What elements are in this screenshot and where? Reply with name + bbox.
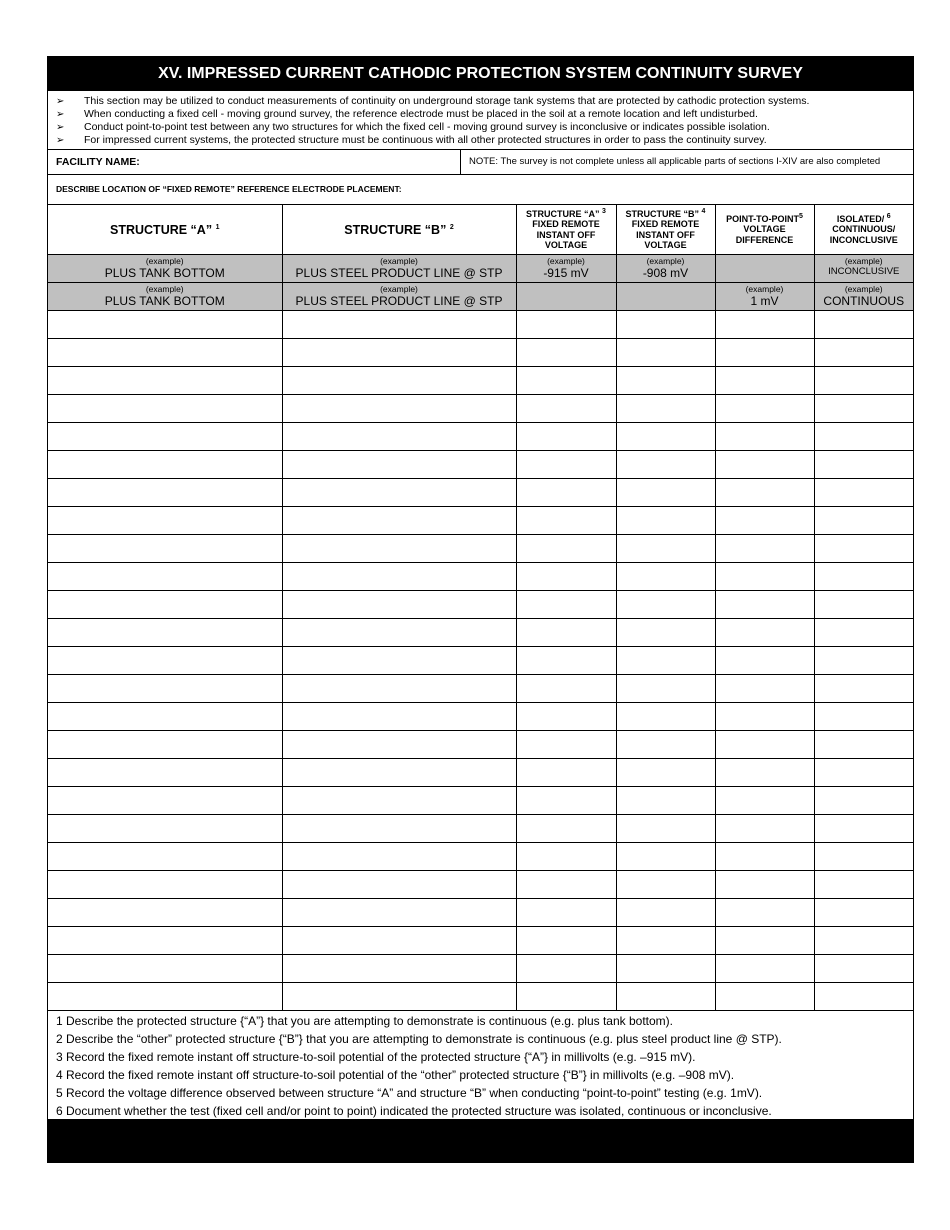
structure-a-cell[interactable] xyxy=(48,815,282,843)
structure-a-cell[interactable] xyxy=(48,647,282,675)
result-cell[interactable] xyxy=(814,311,913,339)
result-cell[interactable] xyxy=(814,731,913,759)
a-voltage-cell[interactable] xyxy=(516,675,616,703)
b-voltage-cell[interactable] xyxy=(616,339,715,367)
structure-a-cell[interactable] xyxy=(48,507,282,535)
structure-b-cell[interactable] xyxy=(282,647,516,675)
ptp-cell[interactable] xyxy=(715,479,814,507)
structure-a-cell[interactable] xyxy=(48,311,282,339)
table-row xyxy=(48,983,913,1011)
a-voltage-cell[interactable] xyxy=(516,955,616,983)
ptp-cell[interactable] xyxy=(715,535,814,563)
ptp-cell[interactable] xyxy=(715,731,814,759)
a-voltage-cell[interactable] xyxy=(516,339,616,367)
ptp-cell[interactable] xyxy=(715,395,814,423)
structure-a-cell[interactable] xyxy=(48,983,282,1011)
structure-a-cell[interactable] xyxy=(48,675,282,703)
structure-a-cell[interactable] xyxy=(48,787,282,815)
header-structure-b-voltage: STRUCTURE “B” $^4$ FIXED REMOTE INSTANT OFF VOLTAGE xyxy=(616,205,715,255)
a-voltage-cell[interactable] xyxy=(516,367,616,395)
result-cell[interactable] xyxy=(814,591,913,619)
structure-b-cell[interactable] xyxy=(282,423,516,451)
header-structure-a-voltage: STRUCTURE “A” $^3$ FIXED REMOTE INSTANT OFF VOLTAGE xyxy=(516,205,616,255)
b-voltage-cell[interactable] xyxy=(616,367,715,395)
b-voltage-cell[interactable] xyxy=(616,787,715,815)
arrow-bullet-icon: ➢ xyxy=(56,96,65,107)
ptp-cell[interactable] xyxy=(715,703,814,731)
table-row xyxy=(48,703,913,731)
facility-row[interactable] xyxy=(48,149,913,175)
b-voltage-cell[interactable] xyxy=(616,507,715,535)
b-voltage-cell[interactable] xyxy=(616,395,715,423)
table-row xyxy=(48,535,913,563)
ptp-cell[interactable] xyxy=(715,423,814,451)
ptp-cell[interactable] xyxy=(715,759,814,787)
facility-name-label: FACILITY NAME: xyxy=(56,156,140,168)
structure-a-cell[interactable] xyxy=(48,423,282,451)
footnote: 6 Document whether the test (fixed cell and/or point to point) indicated the protected structure was isolated, continuous or inconclusive. xyxy=(56,1104,772,1118)
structure-a-cell[interactable] xyxy=(48,591,282,619)
result-cell[interactable] xyxy=(814,507,913,535)
result-cell[interactable] xyxy=(814,479,913,507)
ptp-cell[interactable] xyxy=(715,927,814,955)
structure-b-cell[interactable] xyxy=(282,703,516,731)
example-ptp xyxy=(715,255,814,283)
example-row xyxy=(48,283,913,311)
ptp-cell[interactable] xyxy=(715,843,814,871)
structure-b-cell[interactable] xyxy=(282,759,516,787)
result-cell[interactable] xyxy=(814,647,913,675)
structure-b-cell[interactable] xyxy=(282,955,516,983)
header-structure-b: STRUCTURE “B” $^2$ xyxy=(282,205,516,255)
footnote: 3 Record the fixed remote instant off structure-to-soil potential of the protected structure {“A”} in millivolts (e.g. –915 mV). xyxy=(56,1050,696,1064)
arrow-bullet-icon: ➢ xyxy=(56,135,65,146)
structure-b-cell[interactable] xyxy=(282,563,516,591)
structure-b-cell[interactable] xyxy=(282,675,516,703)
ptp-cell[interactable] xyxy=(715,619,814,647)
table-row xyxy=(48,675,913,703)
table-row xyxy=(48,731,913,759)
result-cell[interactable] xyxy=(814,983,913,1011)
survey-form xyxy=(47,56,914,1163)
structure-b-cell[interactable] xyxy=(282,451,516,479)
ptp-cell[interactable] xyxy=(715,367,814,395)
structure-b-cell[interactable] xyxy=(282,927,516,955)
structure-a-cell[interactable] xyxy=(48,955,282,983)
result-cell[interactable] xyxy=(814,815,913,843)
table-row xyxy=(48,311,913,339)
result-cell[interactable] xyxy=(814,451,913,479)
header-point-to-point: POINT-TO-POINT$^5$ VOLTAGE DIFFERENCE xyxy=(715,205,814,255)
a-voltage-cell[interactable] xyxy=(516,395,616,423)
a-voltage-cell[interactable] xyxy=(516,731,616,759)
a-voltage-cell[interactable] xyxy=(516,759,616,787)
example-row xyxy=(48,255,913,283)
result-cell[interactable] xyxy=(814,787,913,815)
ptp-cell[interactable] xyxy=(715,339,814,367)
structure-a-cell[interactable] xyxy=(48,843,282,871)
structure-b-cell[interactable] xyxy=(282,619,516,647)
table-row xyxy=(48,647,913,675)
a-voltage-cell[interactable] xyxy=(516,451,616,479)
table-row xyxy=(48,479,913,507)
b-voltage-cell[interactable] xyxy=(616,983,715,1011)
ptp-cell[interactable] xyxy=(715,955,814,983)
table-row xyxy=(48,591,913,619)
b-voltage-cell[interactable] xyxy=(616,451,715,479)
structure-a-cell[interactable] xyxy=(48,759,282,787)
result-cell[interactable] xyxy=(814,899,913,927)
b-voltage-cell[interactable] xyxy=(616,815,715,843)
ptp-cell[interactable] xyxy=(715,787,814,815)
a-voltage-cell[interactable] xyxy=(516,619,616,647)
example-a-voltage xyxy=(516,283,616,311)
result-cell[interactable] xyxy=(814,927,913,955)
table-row xyxy=(48,507,913,535)
ptp-cell[interactable] xyxy=(715,451,814,479)
b-voltage-cell[interactable] xyxy=(616,871,715,899)
b-voltage-cell[interactable] xyxy=(616,675,715,703)
table-row xyxy=(48,899,913,927)
b-voltage-cell[interactable] xyxy=(616,843,715,871)
structure-a-cell[interactable] xyxy=(48,703,282,731)
table-row xyxy=(48,787,913,815)
b-voltage-cell[interactable] xyxy=(616,647,715,675)
table-row xyxy=(48,927,913,955)
example-structure-b: (example) PLUS STEEL PRODUCT LINE @ STP xyxy=(282,283,516,311)
a-voltage-cell[interactable] xyxy=(516,535,616,563)
table-row xyxy=(48,451,913,479)
arrow-bullet-icon: ➢ xyxy=(56,109,65,120)
table-row xyxy=(48,759,913,787)
a-voltage-cell[interactable] xyxy=(516,815,616,843)
table-row xyxy=(48,955,913,983)
structure-a-cell[interactable] xyxy=(48,871,282,899)
b-voltage-cell[interactable] xyxy=(616,759,715,787)
b-voltage-cell[interactable] xyxy=(616,563,715,591)
completion-note: NOTE: The survey is not complete unless all applicable parts of sections I-XIV are also completed xyxy=(460,150,913,174)
result-cell[interactable] xyxy=(814,871,913,899)
example-structure-a: (example) PLUS TANK BOTTOM xyxy=(48,283,282,311)
footnote: 4 Record the fixed remote instant off structure-to-soil potential of the “other” protected structure {“B”} in millivolts (e.g. –908 mV). xyxy=(56,1068,735,1082)
result-cell[interactable] xyxy=(814,955,913,983)
structure-b-cell[interactable] xyxy=(282,983,516,1011)
structure-b-cell[interactable] xyxy=(282,815,516,843)
result-cell[interactable] xyxy=(814,759,913,787)
result-cell[interactable] xyxy=(814,423,913,451)
footer-bar xyxy=(48,1119,913,1162)
footnote: 1 Describe the protected structure {“A”} that you are attempting to demonstrate is continuous (e.g. plus tank bottom). xyxy=(56,1014,673,1028)
result-cell[interactable] xyxy=(814,535,913,563)
structure-b-cell[interactable] xyxy=(282,787,516,815)
result-cell[interactable] xyxy=(814,619,913,647)
structure-a-cell[interactable] xyxy=(48,899,282,927)
ptp-cell[interactable] xyxy=(715,647,814,675)
table-row xyxy=(48,563,913,591)
table-row xyxy=(48,871,913,899)
structure-a-cell[interactable] xyxy=(48,927,282,955)
table-row xyxy=(48,339,913,367)
structure-b-cell[interactable] xyxy=(282,871,516,899)
section-title: XV. IMPRESSED CURRENT CATHODIC PROTECTION SYSTEM CONTINUITY SURVEY xyxy=(48,57,913,91)
a-voltage-cell[interactable] xyxy=(516,927,616,955)
structure-a-cell[interactable] xyxy=(48,479,282,507)
a-voltage-cell[interactable] xyxy=(516,507,616,535)
instruction-item: ➢ For impressed current systems, the protected structure must be continuous with all other protected structures in order to pass the continuity survey. xyxy=(56,134,767,146)
continuity-survey-table xyxy=(48,204,913,1011)
instruction-item: ➢ When conducting a fixed cell - moving ground survey, the reference electrode must be placed in the soil at a remote location and left undisturbed. xyxy=(56,108,758,120)
electrode-location-label: DESCRIBE LOCATION OF “FIXED REMOTE” REFERENCE ELECTRODE PLACEMENT: xyxy=(56,184,402,194)
ptp-cell[interactable] xyxy=(715,563,814,591)
b-voltage-cell[interactable] xyxy=(616,311,715,339)
b-voltage-cell[interactable] xyxy=(616,591,715,619)
footnote-list xyxy=(56,1012,906,1120)
a-voltage-cell[interactable] xyxy=(516,787,616,815)
ptp-cell[interactable] xyxy=(715,675,814,703)
example-b-voltage xyxy=(616,283,715,311)
a-voltage-cell[interactable] xyxy=(516,899,616,927)
structure-b-cell[interactable] xyxy=(282,339,516,367)
ptp-cell[interactable] xyxy=(715,311,814,339)
structure-b-cell[interactable] xyxy=(282,591,516,619)
arrow-bullet-icon: ➢ xyxy=(56,122,65,133)
example-structure-a: (example) PLUS TANK BOTTOM xyxy=(48,255,282,283)
table-row xyxy=(48,843,913,871)
b-voltage-cell[interactable] xyxy=(616,703,715,731)
example-b-voltage: (example) -908 mV xyxy=(616,255,715,283)
b-voltage-cell[interactable] xyxy=(616,731,715,759)
a-voltage-cell[interactable] xyxy=(516,983,616,1011)
structure-b-cell[interactable] xyxy=(282,843,516,871)
result-cell[interactable] xyxy=(814,367,913,395)
structure-b-cell[interactable] xyxy=(282,311,516,339)
result-cell[interactable] xyxy=(814,703,913,731)
structure-a-cell[interactable] xyxy=(48,339,282,367)
ptp-cell[interactable] xyxy=(715,815,814,843)
ptp-cell[interactable] xyxy=(715,507,814,535)
structure-b-cell[interactable] xyxy=(282,535,516,563)
instruction-list xyxy=(56,95,906,147)
ptp-cell[interactable] xyxy=(715,591,814,619)
example-result: (example) CONTINUOUS xyxy=(814,283,913,311)
b-voltage-cell[interactable] xyxy=(616,927,715,955)
b-voltage-cell[interactable] xyxy=(616,619,715,647)
instruction-item: ➢ This section may be utilized to conduct measurements of continuity on underground storage tank systems that are protected by cathodic protection systems. xyxy=(56,95,810,107)
a-voltage-cell[interactable] xyxy=(516,423,616,451)
b-voltage-cell[interactable] xyxy=(616,479,715,507)
example-ptp: (example) 1 mV xyxy=(715,283,814,311)
table-row xyxy=(48,395,913,423)
structure-b-cell[interactable] xyxy=(282,479,516,507)
a-voltage-cell[interactable] xyxy=(516,591,616,619)
table-row xyxy=(48,367,913,395)
footnote: 5 Record the voltage difference observed between structure “A” and structure “B” when conducting “point-to-point” testing (e.g. 1mV). xyxy=(56,1086,763,1100)
a-voltage-cell[interactable] xyxy=(516,563,616,591)
ptp-cell[interactable] xyxy=(715,899,814,927)
a-voltage-cell[interactable] xyxy=(516,647,616,675)
b-voltage-cell[interactable] xyxy=(616,899,715,927)
instruction-item: ➢ Conduct point-to-point test between any two structures for which the fixed cell - moving ground survey is inconclusive or indicates possible isolation. xyxy=(56,121,770,133)
b-voltage-cell[interactable] xyxy=(616,955,715,983)
structure-a-cell[interactable] xyxy=(48,563,282,591)
b-voltage-cell[interactable] xyxy=(616,535,715,563)
structure-b-cell[interactable] xyxy=(282,731,516,759)
structure-a-cell[interactable] xyxy=(48,731,282,759)
result-cell[interactable] xyxy=(814,675,913,703)
structure-a-cell[interactable] xyxy=(48,535,282,563)
table-row xyxy=(48,423,913,451)
result-cell[interactable] xyxy=(814,843,913,871)
header-result: ISOLATED/ $^6$ CONTINUOUS/ INCONCLUSIVE xyxy=(814,205,913,255)
ptp-cell[interactable] xyxy=(715,871,814,899)
header-structure-a: STRUCTURE “A” $^1$ xyxy=(48,205,282,255)
example-a-voltage: (example) -915 mV xyxy=(516,255,616,283)
example-structure-b: (example) PLUS STEEL PRODUCT LINE @ STP xyxy=(282,255,516,283)
a-voltage-cell[interactable] xyxy=(516,843,616,871)
structure-a-cell[interactable] xyxy=(48,619,282,647)
table-header-row xyxy=(48,205,913,255)
table-row xyxy=(48,815,913,843)
structure-a-cell[interactable] xyxy=(48,395,282,423)
a-voltage-cell[interactable] xyxy=(516,871,616,899)
result-cell[interactable] xyxy=(814,563,913,591)
footnote: 2 Describe the “other” protected structure {“B”} that you are attempting to demonstrate is continuous (e.g. plus steel product line @ STP). xyxy=(56,1032,782,1046)
result-cell[interactable] xyxy=(814,339,913,367)
structure-b-cell[interactable] xyxy=(282,899,516,927)
b-voltage-cell[interactable] xyxy=(616,423,715,451)
a-voltage-cell[interactable] xyxy=(516,311,616,339)
example-result: (example) INCONCLUSIVE xyxy=(814,255,913,283)
result-cell[interactable] xyxy=(814,395,913,423)
structure-a-cell[interactable] xyxy=(48,367,282,395)
structure-a-cell[interactable] xyxy=(48,451,282,479)
structure-b-cell[interactable] xyxy=(282,367,516,395)
table-row xyxy=(48,619,913,647)
electrode-location-row[interactable] xyxy=(48,175,913,204)
a-voltage-cell[interactable] xyxy=(516,703,616,731)
ptp-cell[interactable] xyxy=(715,983,814,1011)
structure-b-cell[interactable] xyxy=(282,507,516,535)
a-voltage-cell[interactable] xyxy=(516,479,616,507)
structure-b-cell[interactable] xyxy=(282,395,516,423)
